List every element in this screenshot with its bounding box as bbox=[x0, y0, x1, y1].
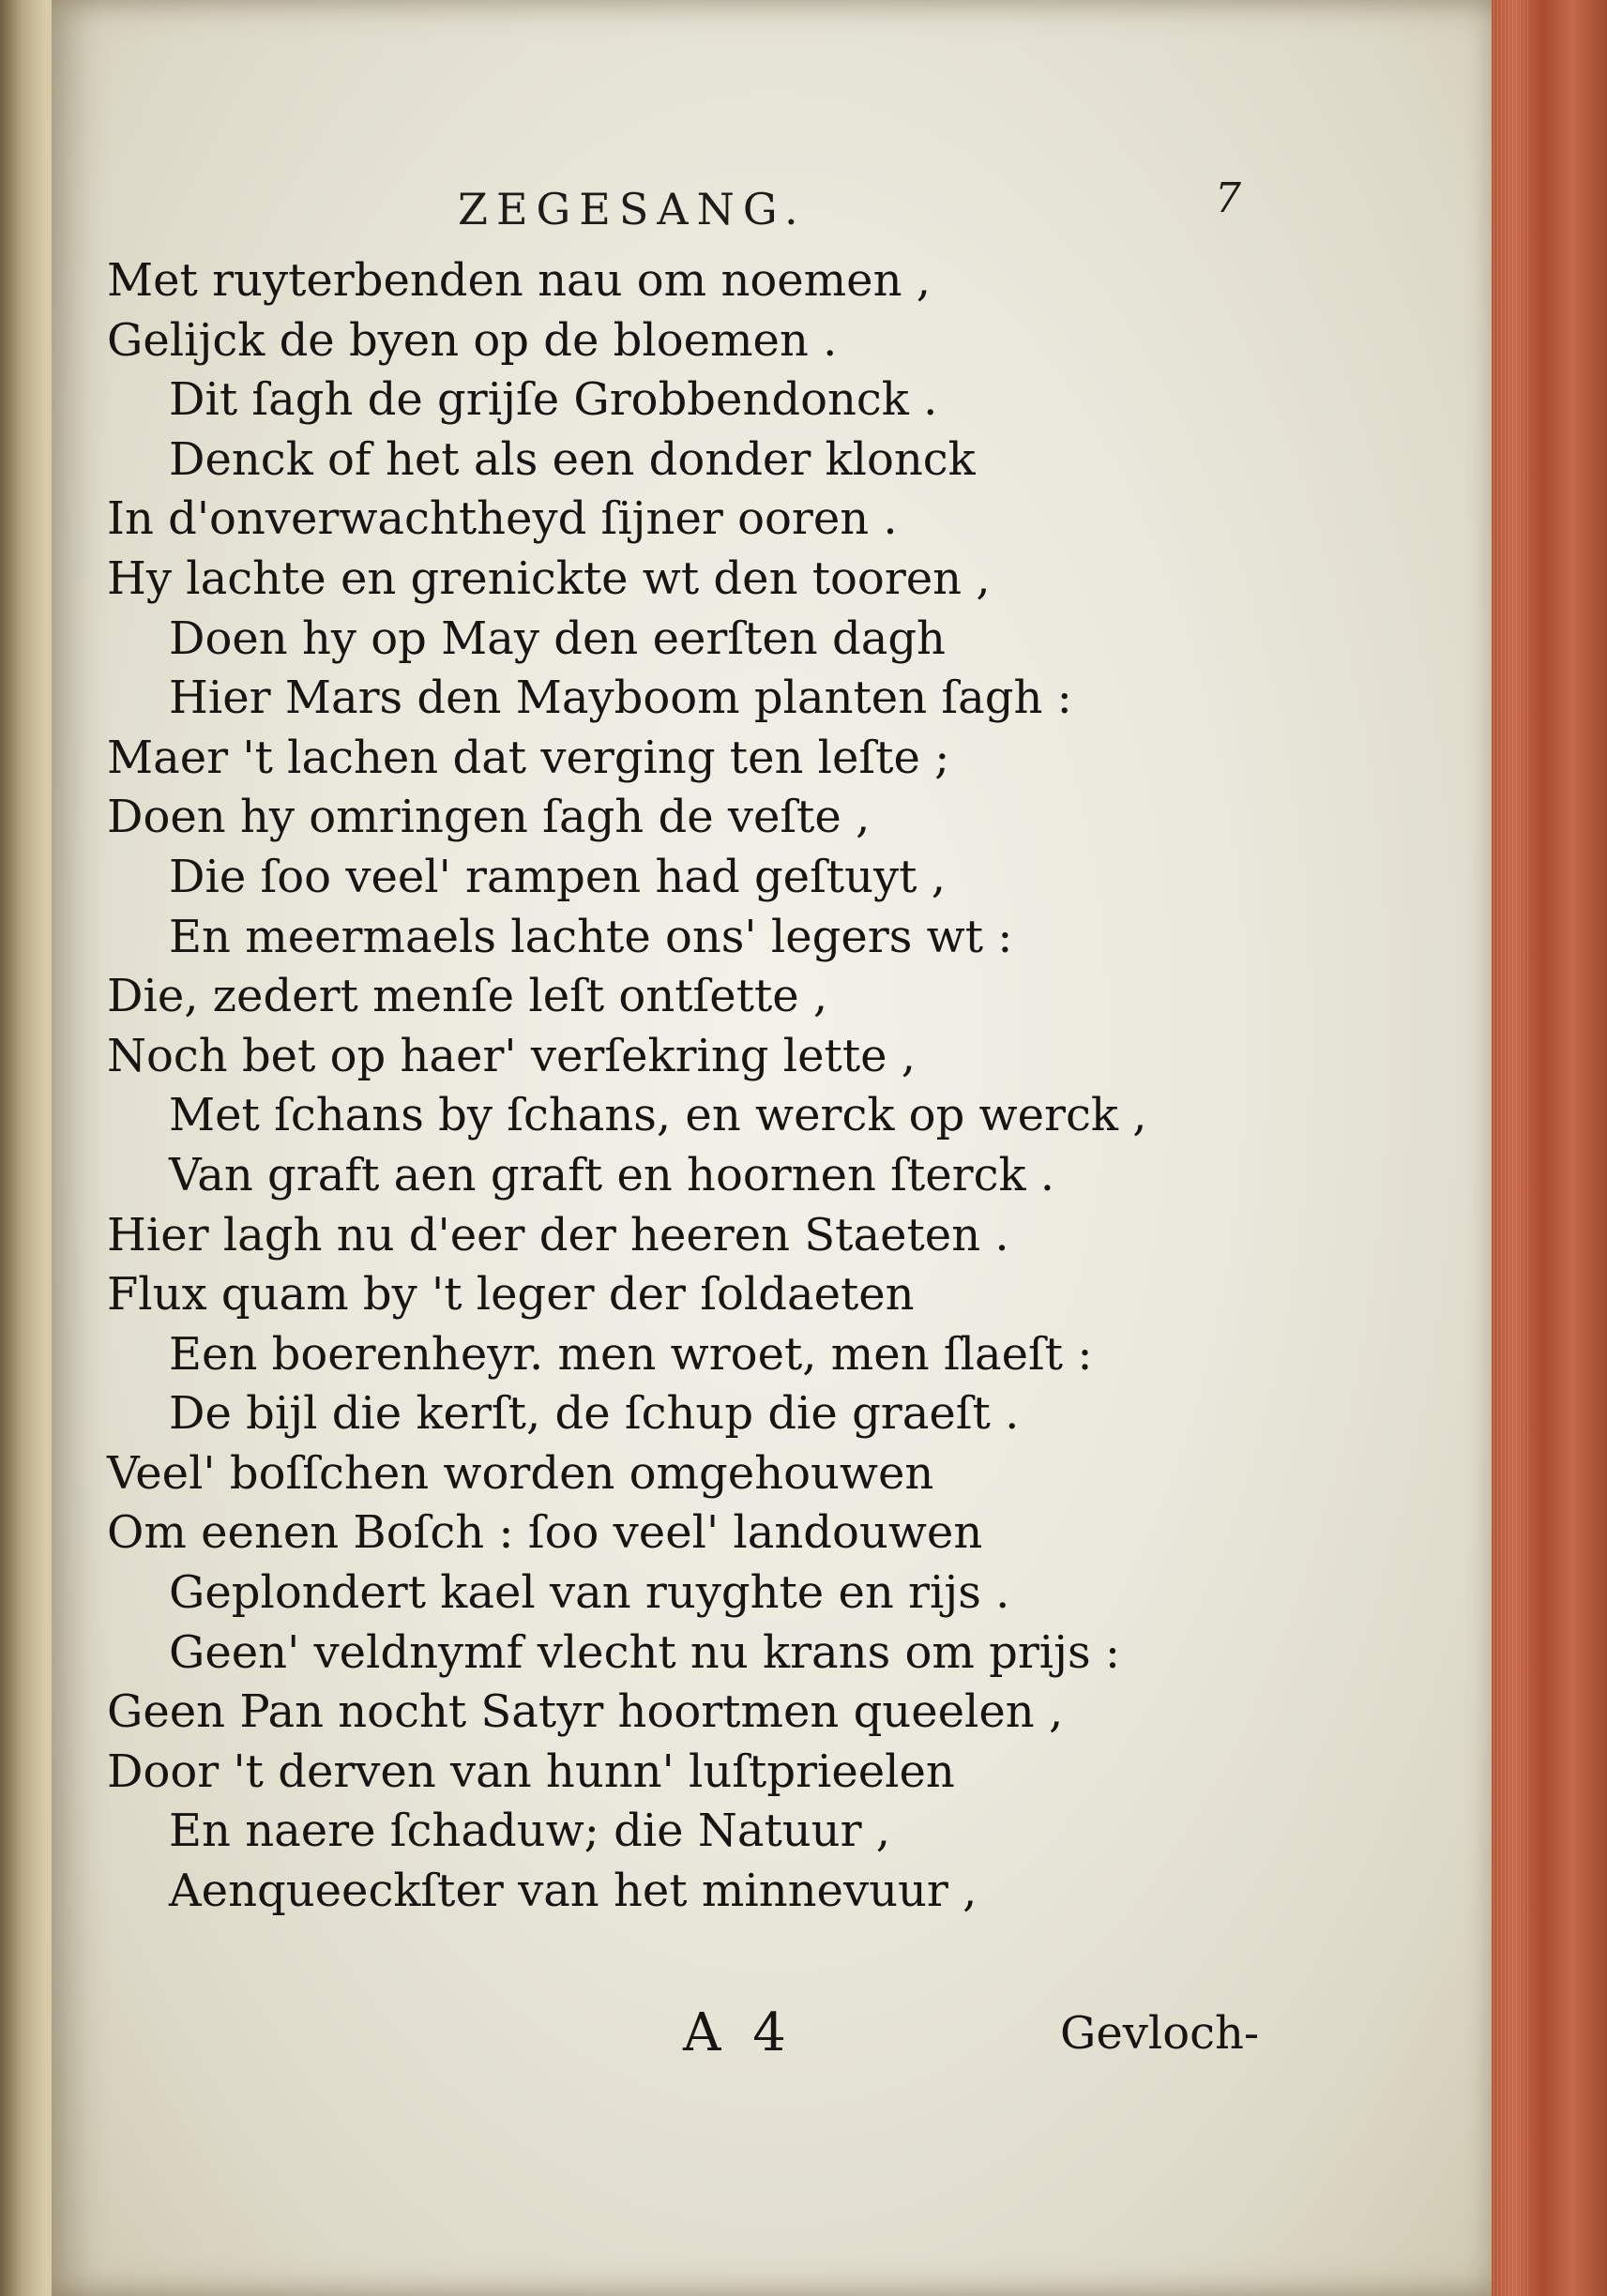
poem-line: Aenqueeckſter van het minnevuur , bbox=[169, 1865, 978, 1918]
poem-line: Die, zedert menſe leſt ontſette , bbox=[107, 970, 828, 1023]
poem-line: Hier Mars den Mayboom planten ſagh : bbox=[169, 672, 1072, 725]
running-head: ZEGESANG. bbox=[458, 184, 807, 234]
poem-line: Gelijck de byen op de bloemen . bbox=[107, 313, 838, 367]
poem-line: Doen hy omringen ſagh de veſte , bbox=[107, 791, 871, 844]
poem-line: Hy lachte en grenickte wt den tooren , bbox=[107, 551, 991, 605]
poem-line: De bijl die kerſt, de ſchup die graeſt . bbox=[169, 1387, 1020, 1441]
page-number: 7 bbox=[1215, 174, 1241, 222]
poem-line: En naere ſchaduw; die Natuur , bbox=[169, 1805, 891, 1858]
poem-line: Geplondert kael van ruyghte en rijs . bbox=[169, 1566, 1010, 1620]
signature-mark: A 4 bbox=[683, 2002, 794, 2063]
poem-line: Maer 't lachen dat verging ten leſte ; bbox=[107, 731, 950, 784]
poem-line: Noch bet op haer' verſekring lette , bbox=[107, 1029, 917, 1082]
poem-line: Geen Pan nocht Satyr hoortmen queelen , bbox=[107, 1685, 1064, 1739]
poem-line: En meermaels lachte ons' legers wt : bbox=[169, 910, 1013, 963]
poem-line: Een boerenheyr. men wroet, men ſlaeſt : bbox=[169, 1327, 1093, 1381]
poem-line: In d'onverwachtheyd ſijner ooren . bbox=[107, 492, 898, 546]
poem-line: Met ruyterbenden nau om noemen , bbox=[107, 254, 932, 307]
page-edge-lines bbox=[1493, 0, 1531, 2296]
poem-line: Doen hy op May den eerſten dagh bbox=[169, 612, 946, 665]
catchword: Gevloch- bbox=[1060, 2007, 1260, 2060]
poem-line: Veel' boſſchen worden omgehouwen bbox=[107, 1446, 934, 1500]
poem-line: Dit ſagh de grijſe Grobbendonck . bbox=[169, 373, 938, 427]
poem-line: Geen' veldnymf vlecht nu krans om prijs : bbox=[169, 1625, 1121, 1679]
poem-line: Denck of het als een donder klonck bbox=[169, 432, 976, 486]
poem-line: Met ſchans by ſchans, en werck op werck , bbox=[169, 1089, 1147, 1142]
poem-line: Om eenen Boſch : ſoo veel' landouwen bbox=[107, 1506, 983, 1560]
poem-text bbox=[107, 251, 1233, 1922]
poem-line: Die ſoo veel' rampen had geſtuyt , bbox=[169, 850, 946, 903]
poem-line: Van graft aen graft en hoornen ſterck . bbox=[169, 1148, 1055, 1201]
poem-line: Flux quam by 't leger der ſoldaeten bbox=[107, 1268, 915, 1322]
poem-line: Door 't derven van hunn' luſtprieelen bbox=[107, 1745, 955, 1798]
poem-line: Hier lagh nu d'eer der heeren Staeten . bbox=[107, 1208, 1009, 1261]
